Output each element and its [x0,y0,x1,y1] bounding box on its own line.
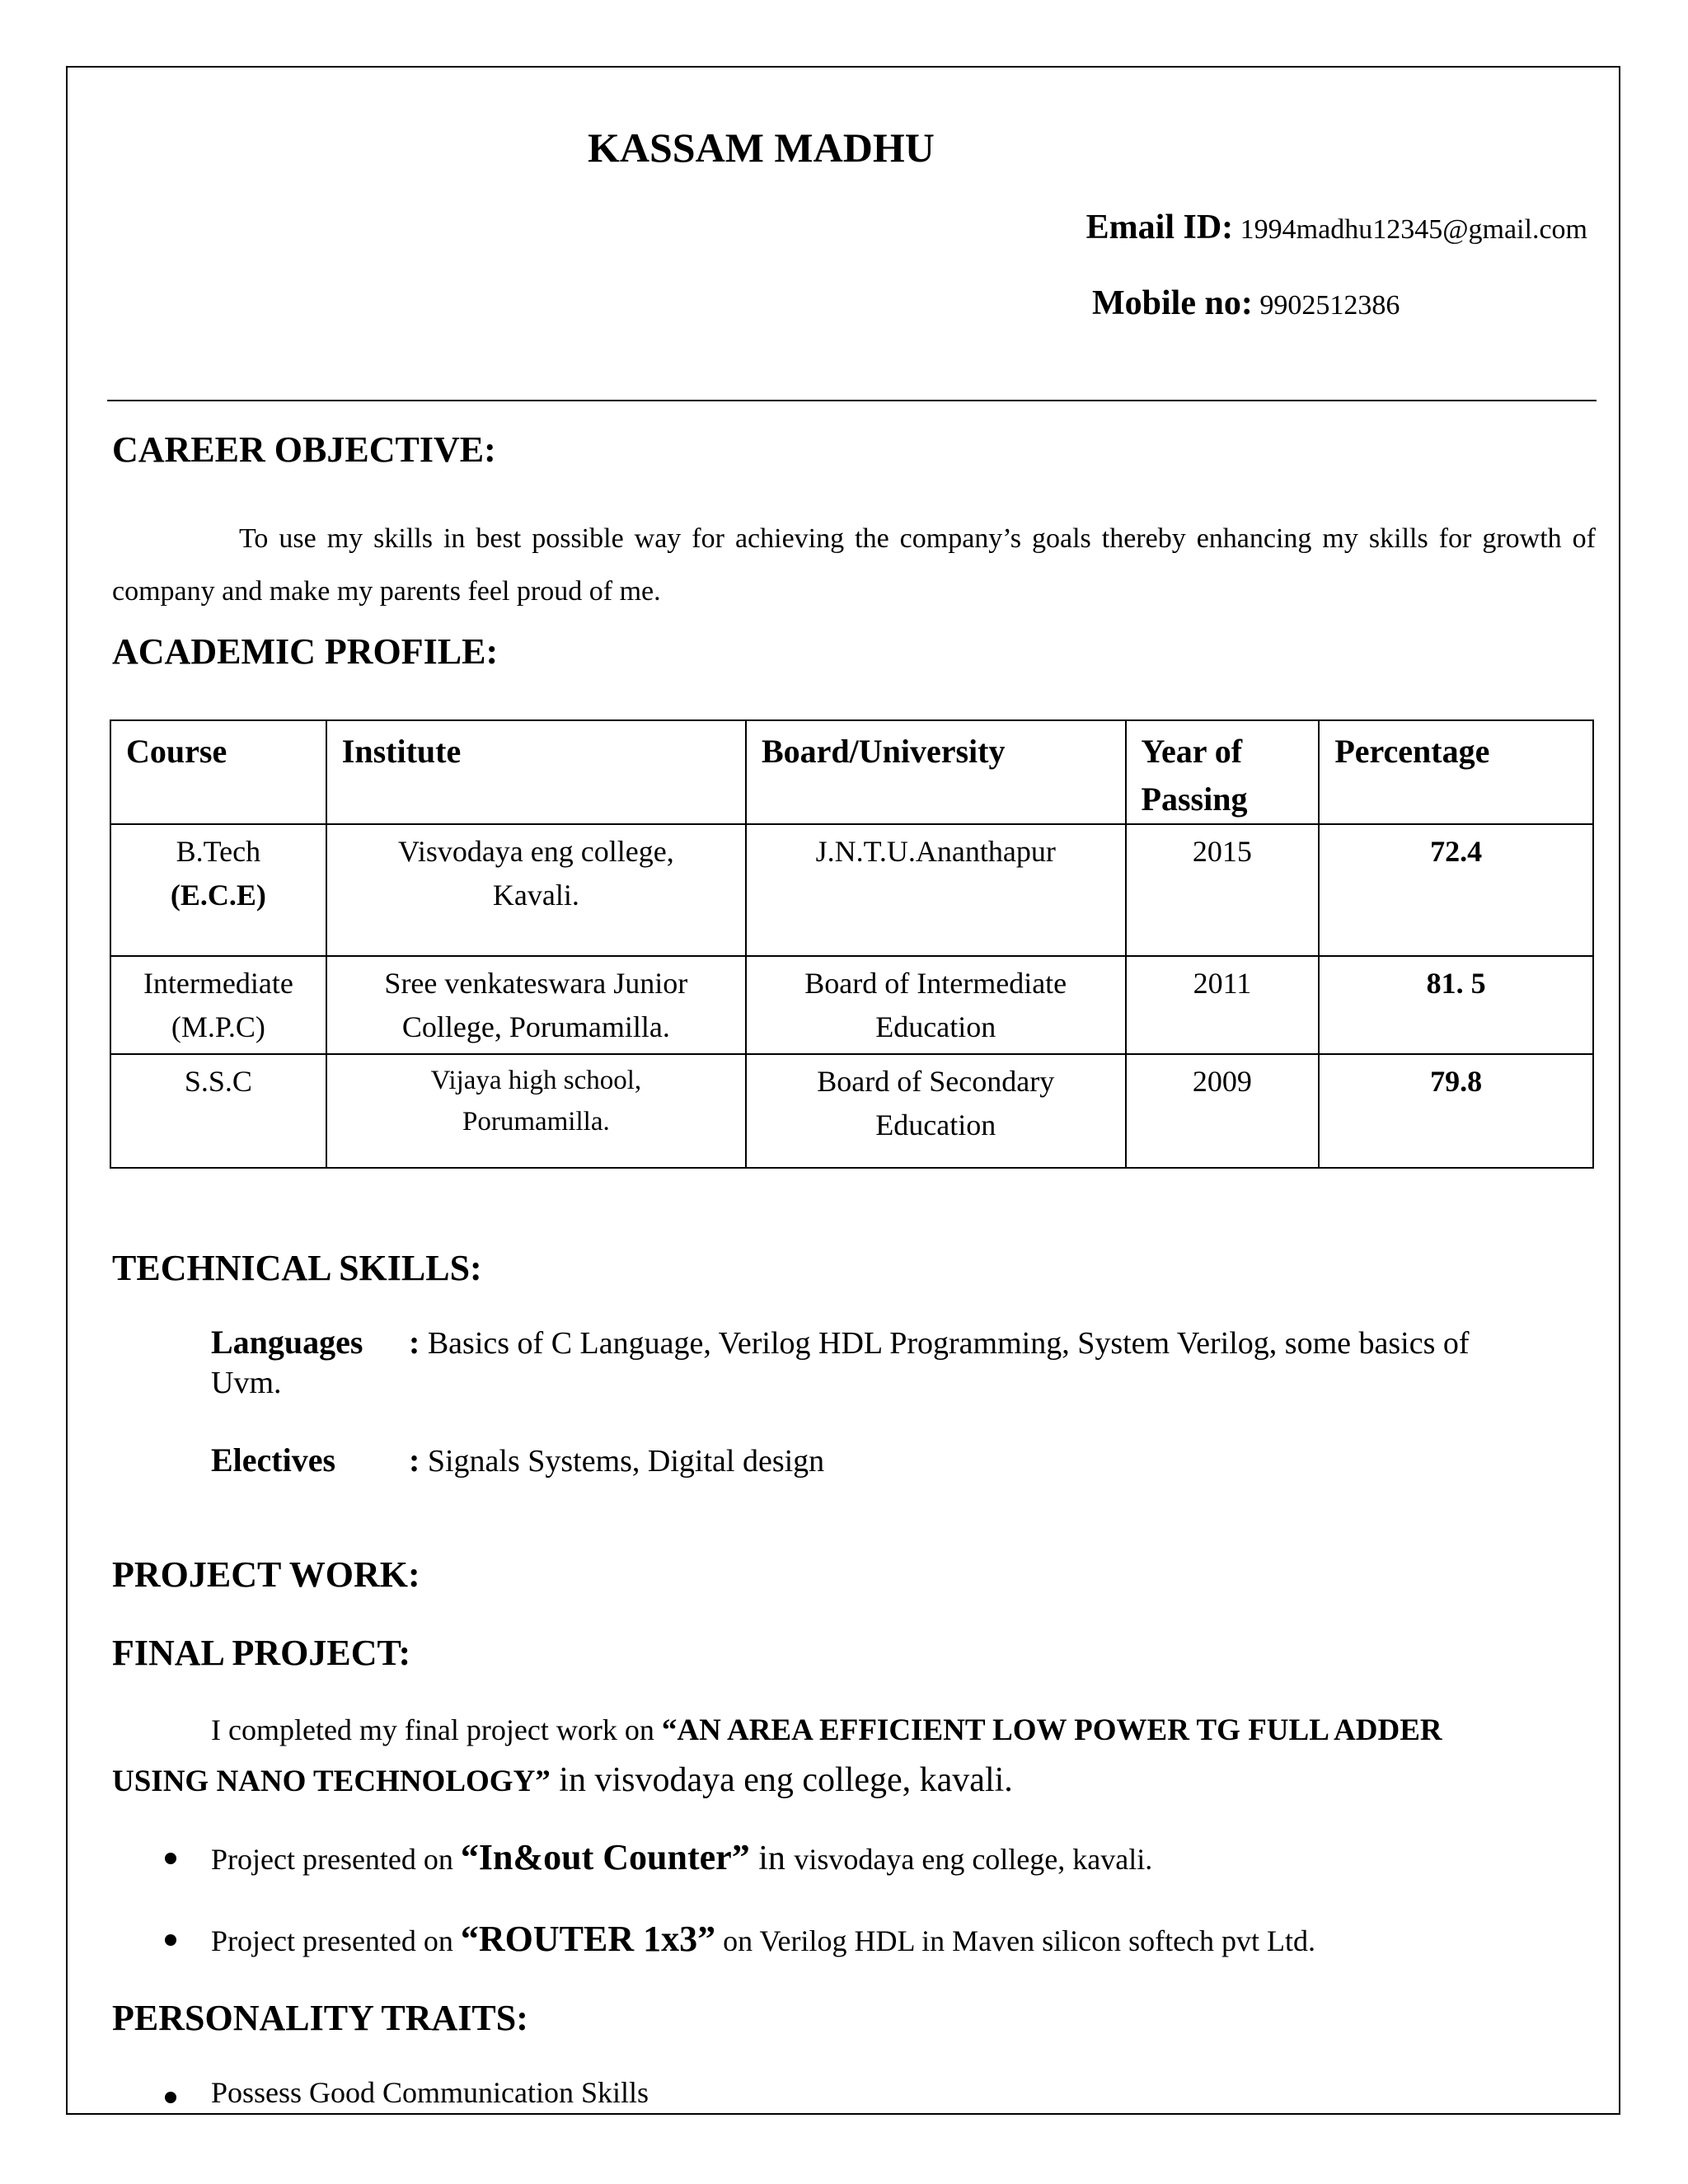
email-line [1086,208,1587,247]
mobile-line [1092,284,1400,323]
final-project-line-2 [112,1760,1013,1800]
router-title: “ROUTER 1x3” [460,1919,716,1959]
year-cell: 2011 [1126,956,1320,1054]
institute-cell: Sree venkateswara Junior College, Porumamilla. [326,956,746,1054]
languages-line [211,1323,1470,1361]
career-objective-text [112,513,1596,618]
board-cell: Board of Secondary Education [746,1054,1126,1168]
electives-label: Electives [211,1441,336,1479]
career-objective-heading: CAREER OBJECTIVE: [112,429,496,470]
institute-cell: Vijaya high school, Porumamilla. [326,1054,746,1168]
email-value: 1994madhu12345@gmail.com [1240,214,1587,245]
institute-cell: Visvodaya eng college, Kavali. [326,824,746,956]
column-header: Course [110,720,326,824]
final-project-pre: I completed my final project work on [211,1713,662,1746]
project-bullet-1: Project presented on “In&out Counter” in visvodaya eng college, kavali. [211,1837,1153,1877]
final-project-title-2: USING NANO TECHNOLOGY” [112,1765,551,1798]
candidate-name: KASSAM MADHU [588,124,935,171]
final-project-line-1 [211,1713,1442,1748]
column-header: Percentage [1319,720,1593,824]
languages-text: Basics of C Language, Verilog HDL Programming, System Verilog, some basics of [427,1326,1470,1361]
course-cell: Intermediate (M.P.C) [110,956,326,1054]
electives-line [211,1441,824,1479]
personality-traits-heading: PERSONALITY TRAITS: [112,1998,528,2038]
final-project-title-1: “AN AREA EFFICIENT LOW POWER TG FULL ADDER [661,1713,1442,1747]
electives-text: Signals Systems, Digital design [427,1444,825,1479]
course-cell: S.S.C [110,1054,326,1168]
percentage-cell: 72.4 [1319,824,1593,956]
languages-sep: : [409,1324,420,1361]
trait-item: Possess Good Communication Skills [211,2076,649,2109]
project-bullet-2: Project presented on “ROUTER 1x3” on Verilog HDL in Maven silicon softech pvt Ltd. [211,1919,1316,1959]
bullet-icon [165,2092,176,2103]
email-label: Email ID: [1085,209,1234,246]
column-header: Board/University [746,720,1126,824]
mobile-label: Mobile no: [1092,284,1253,322]
table-row [110,956,1593,1054]
bullet-icon [165,1853,176,1864]
languages-label: Languages [211,1324,363,1361]
column-header: Year of Passing [1126,720,1320,824]
final-project-heading: FINAL PROJECT: [112,1633,411,1673]
table-row [110,1054,1593,1168]
percentage-cell: 81. 5 [1319,956,1593,1054]
electives-sep: : [409,1441,420,1479]
bullet-icon [165,1934,176,1946]
course-cell: B.Tech (E.C.E) [110,824,326,956]
final-project-post: in visvodaya eng college, kavali. [550,1761,1013,1799]
year-cell: 2015 [1126,824,1320,956]
table-row [110,824,1593,956]
year-cell: 2009 [1126,1054,1320,1168]
technical-skills-heading: TECHNICAL SKILLS: [112,1248,482,1288]
header-divider [107,400,1597,401]
board-cell: Board of Intermediate Education [746,956,1126,1054]
column-header: Institute [326,720,746,824]
academic-table [110,719,1594,1169]
in-out-counter-title: “In&out Counter” [460,1837,750,1877]
career-objective-body: To use my skills in best possible way for achieving the company’s goals thereby enhancing my skills for growth of company and make my parents feel proud of me. [112,523,1596,607]
academic-profile-heading: ACADEMIC PROFILE: [112,631,499,672]
percentage-cell: 79.8 [1319,1054,1593,1168]
board-cell: J.N.T.U.Ananthapur [746,824,1126,956]
languages-line-2: Uvm. [211,1366,282,1400]
mobile-value: 9902512386 [1259,290,1400,321]
project-work-heading: PROJECT WORK: [112,1554,420,1595]
table-header-row [110,720,1593,824]
